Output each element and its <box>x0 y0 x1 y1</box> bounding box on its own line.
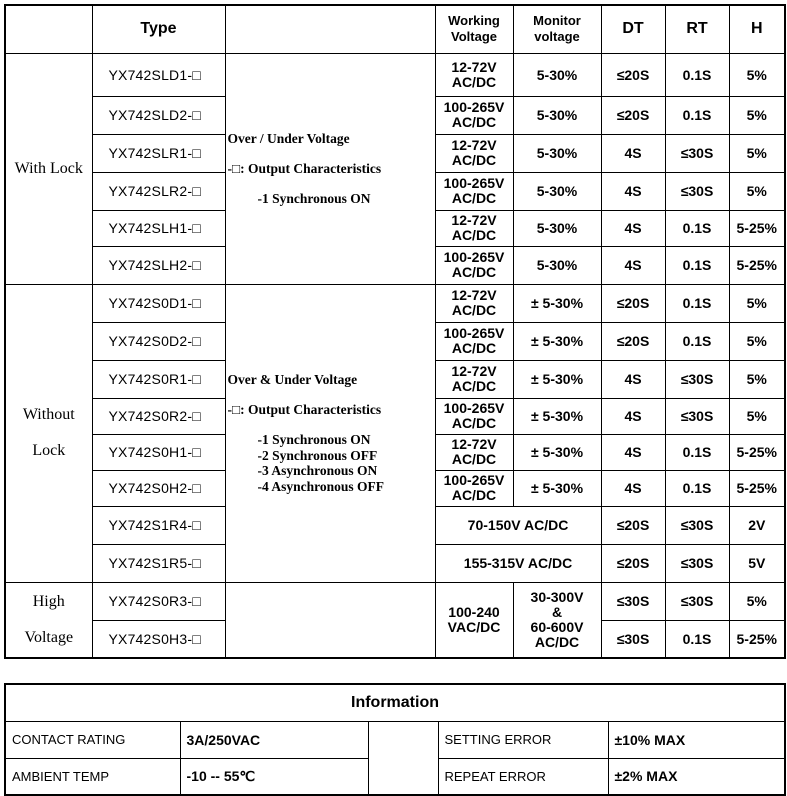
combined-voltage-cell: 155-315V AC/DC <box>435 544 601 582</box>
header-description <box>225 5 435 53</box>
h-cell: 5-25% <box>729 246 785 284</box>
description-without-lock: Over & Under Voltage -□: Output Characteristics -1 Synchronous ON -2 Synchronous OFF -3 Asynchronous ON -4 Asynchronous OFF <box>225 284 435 582</box>
h-cell: 5% <box>729 360 785 398</box>
model-cell: YX742SLR2-□ <box>92 172 225 210</box>
rt-cell: ≤30S <box>665 360 729 398</box>
working-voltage-cell: 12-72V AC/DC <box>435 53 513 96</box>
h-cell: 5% <box>729 322 785 360</box>
model-cell: YX742S0D1-□ <box>92 284 225 322</box>
rt-cell: 0.1S <box>665 96 729 134</box>
monitor-voltage-cell: 5-30% <box>513 210 601 246</box>
monitor-voltage-cell: ± 5-30% <box>513 322 601 360</box>
working-voltage-cell: 100-265V AC/DC <box>435 322 513 360</box>
info-spacer <box>368 721 438 795</box>
h-cell: 5% <box>729 582 785 620</box>
monitor-voltage-cell: 5-30% <box>513 134 601 172</box>
h-cell: 2V <box>729 506 785 544</box>
model-cell: YX742SLD2-□ <box>92 96 225 134</box>
monitor-voltage-cell: 5-30% <box>513 172 601 210</box>
monitor-voltage-cell: ± 5-30% <box>513 434 601 470</box>
working-voltage-cell: 12-72V AC/DC <box>435 210 513 246</box>
model-cell: YX742S0R1-□ <box>92 360 225 398</box>
description-with-lock: Over / Under Voltage -□: Output Characteristics -1 Synchronous ON <box>225 53 435 284</box>
dt-cell: ≤20S <box>601 53 665 96</box>
dt-cell: ≤20S <box>601 506 665 544</box>
dt-cell: 4S <box>601 398 665 434</box>
dt-cell: 4S <box>601 470 665 506</box>
monitor-voltage-cell: 5-30% <box>513 96 601 134</box>
group-label-without-lock: Without Lock <box>5 284 92 582</box>
header-h: H <box>729 5 785 53</box>
monitor-voltage-cell: ± 5-30% <box>513 398 601 434</box>
rt-cell: 0.1S <box>665 322 729 360</box>
model-cell: YX742S1R5-□ <box>92 544 225 582</box>
model-cell: YX742SLR1-□ <box>92 134 225 172</box>
group-label-with-lock: With Lock <box>5 53 92 284</box>
h-cell: 5-25% <box>729 620 785 658</box>
h-cell: 5% <box>729 134 785 172</box>
info-label: REPEAT ERROR <box>438 758 608 795</box>
monitor-voltage-cell: ± 5-30% <box>513 470 601 506</box>
model-cell: YX742S0H1-□ <box>92 434 225 470</box>
rt-cell: ≤30S <box>665 134 729 172</box>
rt-cell: ≤30S <box>665 582 729 620</box>
model-cell: YX742S1R4-□ <box>92 506 225 544</box>
info-label: AMBIENT TEMP <box>5 758 180 795</box>
working-voltage-cell: 100-240 VAC/DC <box>435 582 513 658</box>
dt-cell: 4S <box>601 210 665 246</box>
h-cell: 5% <box>729 172 785 210</box>
model-cell: YX742S0H3-□ <box>92 620 225 658</box>
rt-cell: ≤30S <box>665 172 729 210</box>
info-value: -10 -- 55℃ <box>180 758 368 795</box>
header-working-voltage: Working Voltage <box>435 5 513 53</box>
dt-cell: ≤20S <box>601 544 665 582</box>
dt-cell: 4S <box>601 246 665 284</box>
working-voltage-cell: 100-265V AC/DC <box>435 398 513 434</box>
monitor-voltage-cell: 5-30% <box>513 53 601 96</box>
rt-cell: 0.1S <box>665 53 729 96</box>
info-value: ±10% MAX <box>608 721 785 758</box>
table-row <box>5 53 785 96</box>
rt-cell: ≤30S <box>665 398 729 434</box>
rt-cell: 0.1S <box>665 620 729 658</box>
rt-cell: 0.1S <box>665 434 729 470</box>
header-rt: RT <box>665 5 729 53</box>
dt-cell: 4S <box>601 134 665 172</box>
rt-cell: ≤30S <box>665 544 729 582</box>
dt-cell: ≤30S <box>601 582 665 620</box>
model-cell: YX742SLH1-□ <box>92 210 225 246</box>
working-voltage-cell: 100-265V AC/DC <box>435 96 513 134</box>
header-blank <box>5 5 92 53</box>
model-cell: YX742S0D2-□ <box>92 322 225 360</box>
product-spec-table <box>4 4 786 659</box>
working-voltage-cell: 100-265V AC/DC <box>435 172 513 210</box>
h-cell: 5% <box>729 398 785 434</box>
h-cell: 5% <box>729 53 785 96</box>
h-cell: 5-25% <box>729 210 785 246</box>
working-voltage-cell: 12-72V AC/DC <box>435 434 513 470</box>
model-cell: YX742SLD1-□ <box>92 53 225 96</box>
model-cell: YX742S0R2-□ <box>92 398 225 434</box>
working-voltage-cell: 12-72V AC/DC <box>435 360 513 398</box>
dt-cell: 4S <box>601 360 665 398</box>
table-row <box>5 582 785 620</box>
rt-cell: 0.1S <box>665 246 729 284</box>
monitor-voltage-cell: ± 5-30% <box>513 360 601 398</box>
dt-cell: ≤20S <box>601 284 665 322</box>
model-cell: YX742SLH2-□ <box>92 246 225 284</box>
rt-cell: 0.1S <box>665 470 729 506</box>
description-high-voltage <box>225 582 435 658</box>
information-table <box>4 683 786 796</box>
h-cell: 5V <box>729 544 785 582</box>
info-value: 3A/250VAC <box>180 721 368 758</box>
monitor-voltage-cell: 30-300V & 60-600V AC/DC <box>513 582 601 658</box>
dt-cell: ≤30S <box>601 620 665 658</box>
header-dt: DT <box>601 5 665 53</box>
working-voltage-cell: 100-265V AC/DC <box>435 246 513 284</box>
h-cell: 5% <box>729 96 785 134</box>
h-cell: 5-25% <box>729 434 785 470</box>
info-label: CONTACT RATING <box>5 721 180 758</box>
info-title-row <box>5 684 785 721</box>
rt-cell: 0.1S <box>665 210 729 246</box>
header-row <box>5 5 785 53</box>
table-row <box>5 721 785 758</box>
info-value: ±2% MAX <box>608 758 785 795</box>
monitor-voltage-cell: 5-30% <box>513 246 601 284</box>
header-type: Type <box>92 5 225 53</box>
h-cell: 5-25% <box>729 470 785 506</box>
table-row <box>5 284 785 322</box>
working-voltage-cell: 12-72V AC/DC <box>435 284 513 322</box>
group-label-high-voltage: High Voltage <box>5 582 92 658</box>
dt-cell: ≤20S <box>601 322 665 360</box>
working-voltage-cell: 12-72V AC/DC <box>435 134 513 172</box>
header-monitor-voltage: Monitor voltage <box>513 5 601 53</box>
rt-cell: 0.1S <box>665 284 729 322</box>
combined-voltage-cell: 70-150V AC/DC <box>435 506 601 544</box>
dt-cell: 4S <box>601 434 665 470</box>
model-cell: YX742S0H2-□ <box>92 470 225 506</box>
model-cell: YX742S0R3-□ <box>92 582 225 620</box>
monitor-voltage-cell: ± 5-30% <box>513 284 601 322</box>
info-label: SETTING ERROR <box>438 721 608 758</box>
dt-cell: ≤20S <box>601 96 665 134</box>
info-title: Information <box>5 684 785 721</box>
h-cell: 5% <box>729 284 785 322</box>
dt-cell: 4S <box>601 172 665 210</box>
rt-cell: ≤30S <box>665 506 729 544</box>
working-voltage-cell: 100-265V AC/DC <box>435 470 513 506</box>
